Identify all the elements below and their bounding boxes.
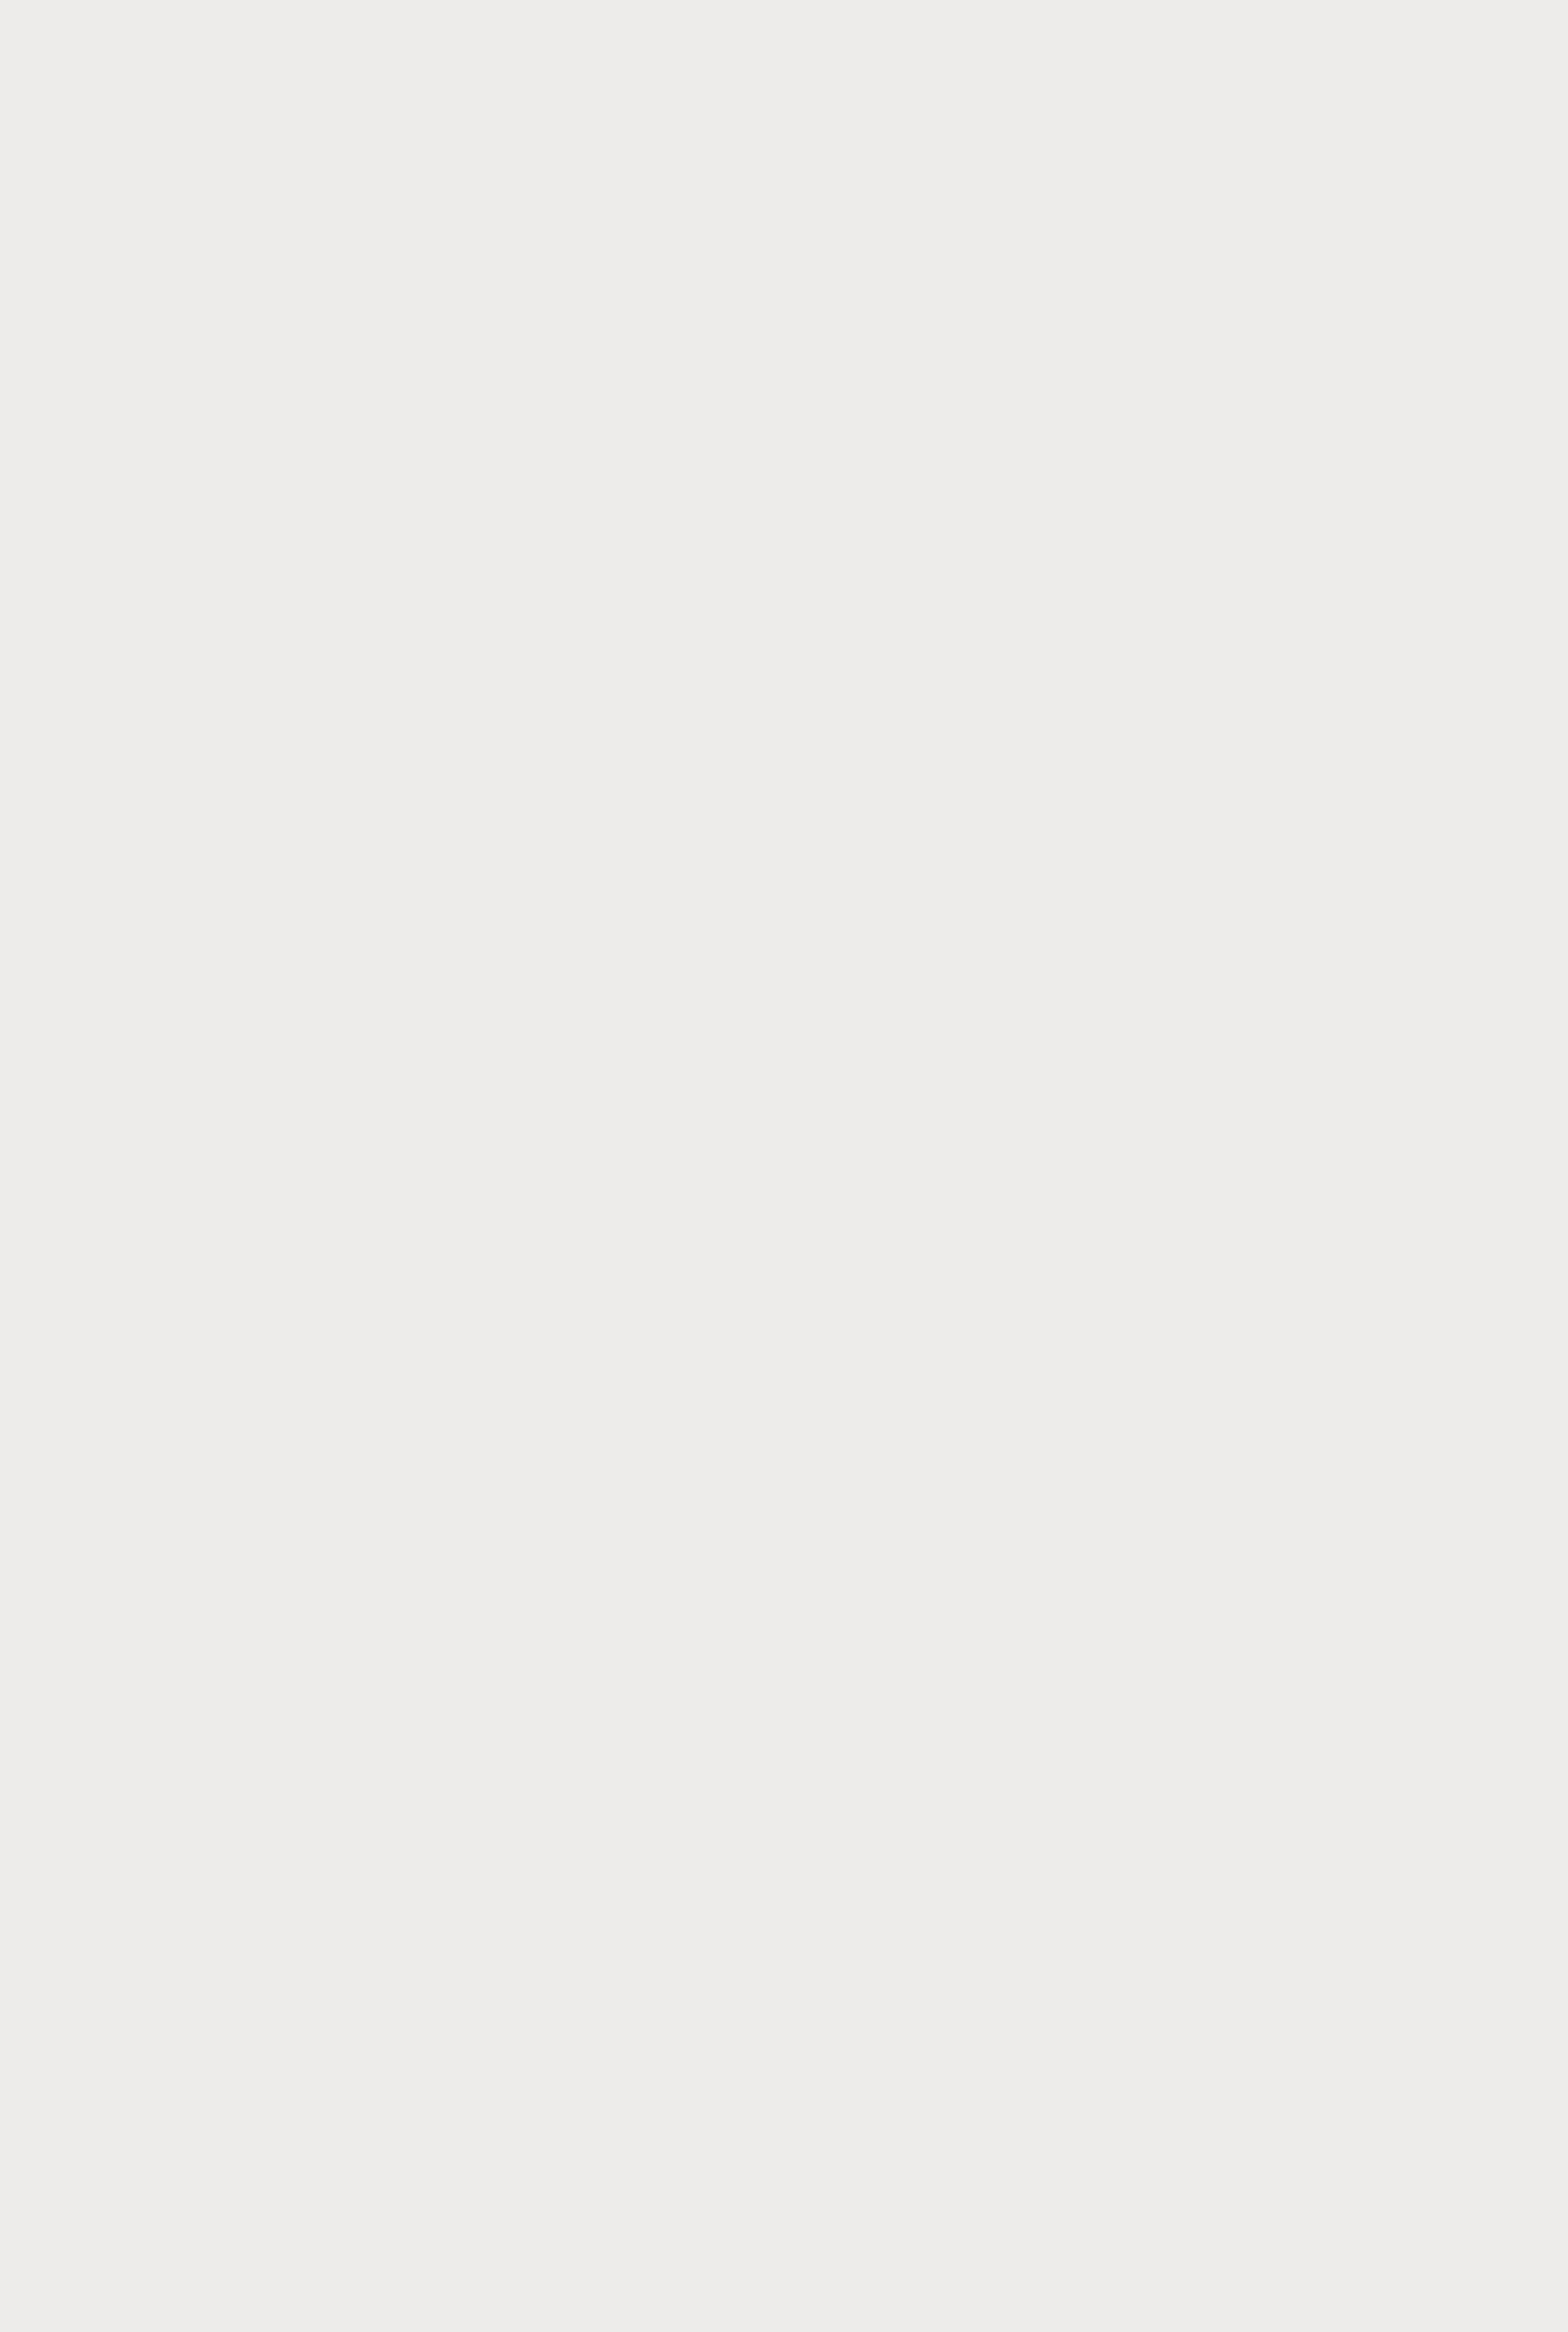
- lower-text-block: [88, 1326, 1471, 2279]
- upper-text-block: [88, 232, 1471, 1198]
